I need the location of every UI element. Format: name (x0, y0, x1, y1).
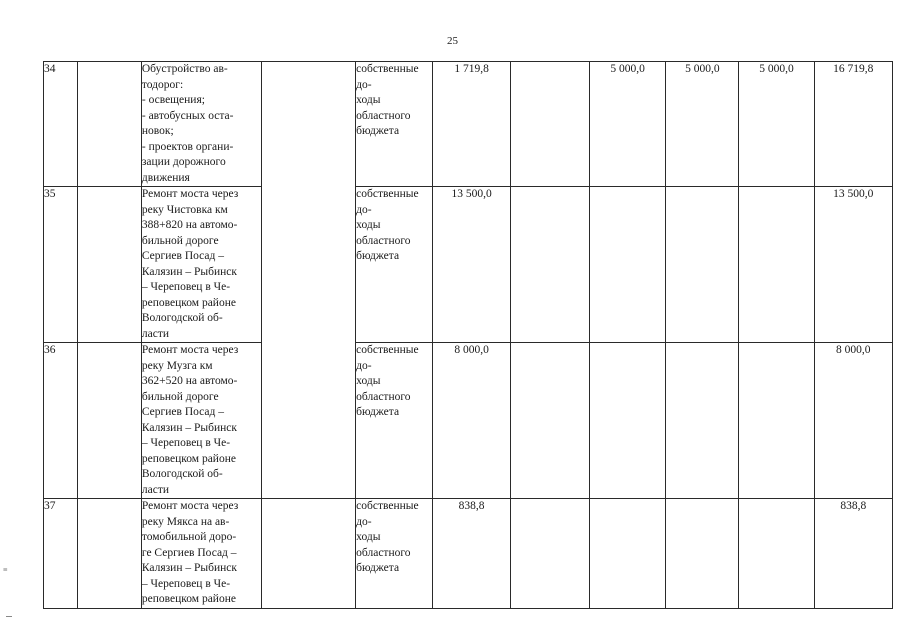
description-line: ласти (141, 483, 170, 496)
description-line: Калязин – Рыбинск (141, 421, 237, 434)
description-line: тодорог: (141, 78, 184, 91)
funding-source-cell (356, 499, 433, 609)
description-line: реку Мякса на ав- (141, 515, 230, 528)
source-line: бюджета (356, 406, 400, 418)
description-line: новок; (141, 125, 174, 137)
description-line: Сергиев Посад – (141, 250, 224, 262)
description-line: Обустройство ав- (141, 63, 228, 75)
value-cell (590, 343, 666, 499)
funding-source-cell (356, 62, 433, 187)
margin-mark: ≡ (3, 565, 8, 574)
description-line: – Череповец в Че- (141, 281, 231, 293)
description-line: Ремонт моста через (141, 344, 239, 356)
source-line: бюджета (356, 562, 400, 574)
description-line: Ремонт моста через (141, 188, 239, 200)
description-cell (141, 187, 262, 343)
value-cell: 8 000,0 (433, 343, 510, 499)
value-cell: 5 000,0 (590, 62, 666, 187)
value-cell (510, 343, 589, 499)
value-cell (739, 499, 814, 609)
description-line: ласти (141, 327, 170, 340)
description-line: реповецком районе (141, 296, 236, 309)
description-cell (141, 62, 262, 187)
description-line: 362+520 на автомо- (141, 375, 238, 387)
total-cell: 13 500,0 (814, 187, 892, 343)
page-number: 25 (447, 35, 458, 47)
description-line: – Череповец в Че- (141, 577, 231, 590)
margin-dash (6, 616, 12, 617)
value-cell (510, 499, 589, 609)
value-cell (590, 499, 666, 609)
description-line: Ремонт моста через (141, 500, 239, 512)
empty-cell (78, 187, 142, 343)
description-line: зации дорожного (141, 156, 226, 168)
empty-cell (262, 499, 356, 609)
source-line: собственные до- (356, 63, 419, 91)
description-line: Калязин – Рыбинск (141, 562, 237, 574)
source-line: ходы областного (356, 375, 411, 403)
value-cell (666, 187, 739, 343)
description-line: ге Сергиев Посад – (141, 546, 237, 559)
table-row (44, 343, 893, 499)
merged-empty-cell (262, 62, 356, 499)
funding-source-cell (356, 187, 433, 343)
description-line: 388+820 на автомо- (141, 219, 238, 231)
total-cell: 838,8 (814, 499, 892, 609)
description-line: реку Чистовка км (141, 203, 228, 216)
description-line: реку Музга км (141, 359, 213, 372)
row-number: 34 (44, 62, 78, 187)
description-line: реповецком районе (141, 593, 236, 605)
description-line: - освещения; (141, 94, 205, 106)
description-line: реповецком районе (141, 452, 236, 465)
empty-cell (78, 499, 142, 609)
source-line: собственные до- (356, 188, 419, 216)
table-row (44, 187, 893, 343)
source-line: бюджета (356, 125, 400, 137)
source-line: собственные до- (356, 344, 419, 372)
value-cell (510, 187, 589, 343)
description-line: Сергиев Посад – (141, 406, 224, 418)
source-line: собственные до- (356, 500, 419, 528)
table-row (44, 62, 893, 187)
source-line: ходы областного (356, 531, 411, 559)
value-cell: 838,8 (433, 499, 510, 609)
value-cell: 1 719,8 (433, 62, 510, 187)
value-cell (666, 499, 739, 609)
row-number: 35 (44, 187, 78, 343)
description-line: Вологодской об- (141, 312, 223, 324)
description-line: Вологодской об- (141, 468, 223, 480)
value-cell (590, 187, 666, 343)
description-line: - автобусных оста- (141, 109, 234, 122)
value-cell: 5 000,0 (666, 62, 739, 187)
description-line: Калязин – Рыбинск (141, 265, 237, 278)
description-cell (141, 343, 262, 499)
value-cell (739, 187, 814, 343)
source-line: ходы областного (356, 219, 411, 247)
description-line: - проектов органи- (141, 140, 234, 153)
description-line: томобильной доро- (141, 531, 237, 543)
row-number: 37 (44, 499, 78, 609)
description-line: бильной дороге (141, 390, 219, 403)
row-number: 36 (44, 343, 78, 499)
value-cell (666, 343, 739, 499)
value-cell: 5 000,0 (739, 62, 814, 187)
total-cell: 16 719,8 (814, 62, 892, 187)
empty-cell (78, 62, 142, 187)
budget-table (43, 61, 893, 609)
source-line: бюджета (356, 250, 400, 262)
description-cell (141, 499, 262, 609)
description-line: – Череповец в Че- (141, 437, 231, 449)
value-cell (739, 343, 814, 499)
funding-source-cell (356, 343, 433, 499)
description-line: бильной дороге (141, 234, 219, 247)
source-line: ходы областного (356, 94, 411, 122)
empty-cell (78, 343, 142, 499)
value-cell: 13 500,0 (433, 187, 510, 343)
description-line: движения (141, 171, 190, 184)
total-cell: 8 000,0 (814, 343, 892, 499)
value-cell (510, 62, 589, 187)
table-row (44, 499, 893, 609)
